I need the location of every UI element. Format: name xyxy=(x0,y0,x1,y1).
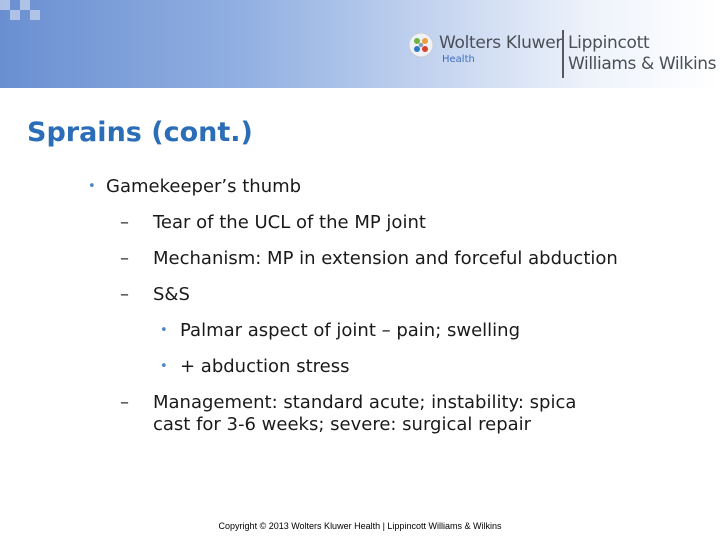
bullet-dot-icon: • xyxy=(160,323,168,338)
bullet-text: cast for 3-6 weeks; severe: surgical repair xyxy=(153,414,532,435)
publisher-logo xyxy=(408,30,718,80)
dash-icon: – xyxy=(120,248,129,269)
decor-square xyxy=(10,10,20,20)
bullet-text: Tear of the UCL of the MP joint xyxy=(153,212,426,233)
williams-wilkins-name: Williams & Wilkins xyxy=(568,54,717,74)
dash-icon: – xyxy=(120,212,129,233)
bullet-text: Mechanism: MP in extension and forceful abduction xyxy=(153,248,618,269)
lippincott-name: Lippincott xyxy=(568,33,650,53)
bullet-text: Palmar aspect of joint – pain; swelling xyxy=(180,320,521,341)
wolters-kluwer-name: Wolters Kluwer xyxy=(439,33,563,53)
logo-divider xyxy=(562,30,564,78)
bullet-text: + abduction stress xyxy=(180,356,350,377)
dash-icon: – xyxy=(120,284,129,305)
wolters-kluwer-health: Health xyxy=(442,54,475,65)
bullet-text: Management: standard acute; instability: spica xyxy=(153,392,577,413)
wolters-kluwer-logo-icon xyxy=(408,32,434,58)
slide-title: Sprains (cont.) xyxy=(27,117,253,148)
copyright-footer: Copyright © 2013 Wolters Kluwer Health | Lippincott Williams & Wilkins xyxy=(218,521,502,531)
bullet-text: Gamekeeper’s thumb xyxy=(106,176,302,197)
decorative-squares xyxy=(0,0,40,20)
decor-square xyxy=(0,0,10,10)
bullet-dot-icon: • xyxy=(88,179,96,194)
bullet-dot-icon: • xyxy=(160,359,168,374)
decor-square xyxy=(30,10,40,20)
decor-square xyxy=(20,0,30,10)
dash-icon: – xyxy=(120,392,129,413)
bullet-text: S&S xyxy=(153,284,190,305)
